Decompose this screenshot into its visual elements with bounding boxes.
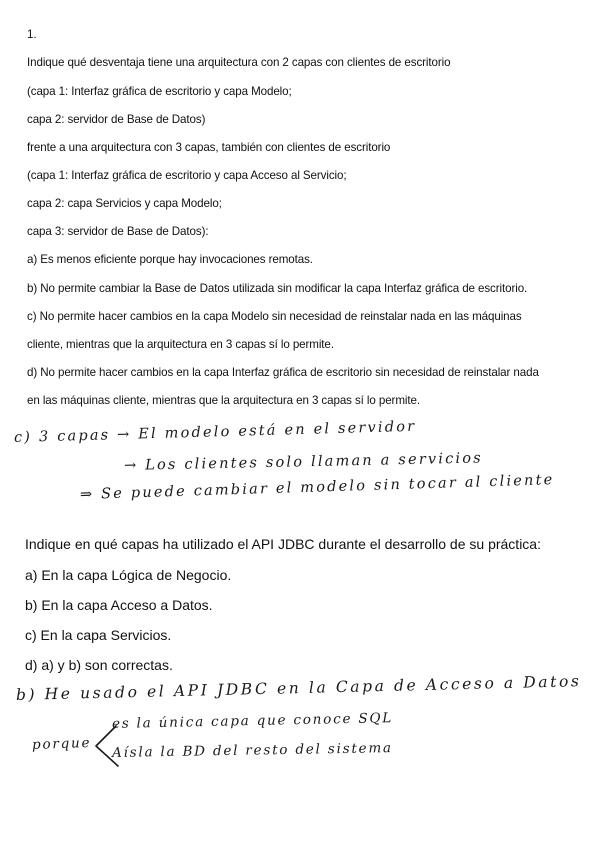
handwritten-reason: Aísla la BD del resto del sistema: [111, 740, 393, 761]
question1-option-c-continued: cliente, mientras que la arquitectura en 3 capas sí lo permite.: [27, 338, 334, 351]
question1-option-b: b) No permite cambiar la Base de Datos utilizada sin modificar la capa Interfaz gráfica de escritorio.: [27, 282, 528, 295]
handwritten-answer-line: ⇒ Se puede cambiar el modelo sin tocar al cliente: [79, 472, 555, 503]
question2-prompt: Indique en qué capas ha utilizado el API JDBC durante el desarrollo de su práctica:: [25, 536, 541, 552]
question2-option-b: b) En la capa Acceso a Datos.: [25, 597, 213, 613]
question1-option-d-continued: en las máquinas cliente, mientras que la arquitectura en 3 capas sí lo permite.: [27, 394, 420, 407]
handwritten-answer-line: b) He usado el API JDBC en la Capa de Acceso a Datos: [15, 672, 582, 704]
handwritten-porque: porque: [31, 734, 92, 753]
question2-option-d: d) a) y b) son correctas.: [25, 657, 173, 673]
question1-line: (capa 1: Interfaz gráfica de escritorio y capa Modelo;: [27, 85, 292, 98]
question1-option-a: a) Es menos eficiente porque hay invocaciones remotas.: [27, 253, 313, 266]
handwritten-reason: es la única capa que conoce SQL: [111, 710, 394, 732]
question2-option-a: a) En la capa Lógica de Negocio.: [25, 567, 232, 583]
question-number: 1.: [27, 28, 37, 41]
question2-option-c: c) En la capa Servicios.: [25, 627, 172, 643]
question1-option-d: d) No permite hacer cambios en la capa Interfaz gráfica de escritorio sin necesidad de reinstalar nada: [27, 366, 539, 379]
question1-line: Indique qué desventaja tiene una arquitectura con 2 capas con clientes de escritorio: [27, 56, 451, 69]
question1-option-c: c) No permite hacer cambios en la capa Modelo sin necesidad de reinstalar nada en las máquinas: [27, 310, 522, 323]
question1-line: capa 3: servidor de Base de Datos):: [27, 225, 209, 238]
question1-line: capa 2: servidor de Base de Datos): [27, 113, 206, 126]
question1-line: (capa 1: Interfaz gráfica de escritorio y capa Acceso al Servicio;: [27, 169, 347, 182]
handwritten-answer-line: c) 3 capas → El modelo está en el servidor: [13, 418, 417, 446]
question1-line: frente a una arquitectura con 3 capas, también con clientes de escritorio: [27, 141, 391, 154]
handwritten-answer-line: → Los clientes solo llaman a servicios: [123, 450, 484, 474]
question1-line: capa 2: capa Servicios y capa Modelo;: [27, 197, 222, 210]
